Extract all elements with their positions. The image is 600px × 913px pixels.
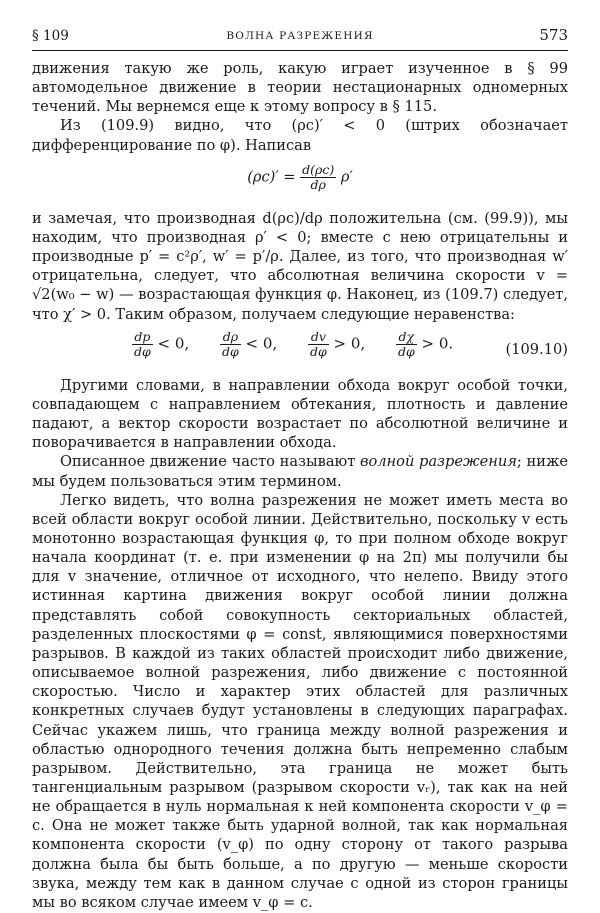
ineq-relation: > 0, bbox=[333, 334, 366, 353]
paragraph-2: Из (109.9) видно, что (ρc)′ < 0 (штрих обозначает дифференцирование по φ). Написав bbox=[32, 117, 568, 154]
paragraph-4: Другими словами, в направлении обхода вокруг особой точки, совпадающем с направлением обтекания, плотность и давление падают, а вектор скорости возрастает по абсолютной величине и поворачивается в направлении обхода. bbox=[32, 376, 568, 452]
equation-number: (109.10) bbox=[505, 340, 568, 358]
paragraph-3: и замечая, что производная d(ρc)/dρ положительна (см. (99.9)), мы находим, что производная ρ′ < 0; вместе с нею отрицательны и производные p′ = c²ρ′, w′ = p′/ρ. Далее, из того, что производная w′ отрицательна, следует, что абсолютная величина скорости v = √2(w₀ − w) — возрастающая функция φ. Наконец, из (109.7) следует, что χ′ > 0. Таким образом, получаем следующие неравенства: bbox=[32, 209, 568, 323]
ineq-denominator: dφ bbox=[221, 343, 239, 359]
inequality-list bbox=[132, 330, 479, 359]
fraction-denominator: dρ bbox=[300, 177, 336, 192]
page-number: 573 bbox=[539, 26, 568, 44]
book-page bbox=[32, 26, 568, 912]
ineq-numerator: dρ bbox=[222, 328, 239, 344]
inequalities-109-10 bbox=[32, 328, 568, 372]
ineq-denominator: dφ bbox=[397, 343, 415, 359]
formula-lhs: (ρc)′ = bbox=[247, 168, 296, 186]
body-text bbox=[32, 59, 568, 912]
ineq-relation: < 0, bbox=[157, 334, 190, 353]
formula-rhs: ρ′ bbox=[340, 168, 353, 186]
ineq-relation: < 0, bbox=[245, 334, 278, 353]
ineq-numerator: dχ bbox=[398, 328, 415, 344]
formula-derivative bbox=[32, 163, 568, 203]
section-number: § 109 bbox=[32, 28, 69, 44]
running-header bbox=[32, 26, 568, 48]
inequality-item bbox=[308, 330, 365, 359]
inequality-item bbox=[132, 330, 189, 359]
header-rule bbox=[32, 50, 568, 51]
inequality-item bbox=[220, 330, 277, 359]
paragraph-5: Описанное движение часто называют волной разрежения; ниже мы будем пользоваться этим термином. bbox=[32, 453, 569, 490]
chapter-title: ВОЛНА РАЗРЕЖЕНИЯ bbox=[226, 30, 374, 42]
formula-fraction bbox=[300, 163, 336, 192]
inequality-item bbox=[396, 330, 453, 359]
ineq-denominator: dφ bbox=[134, 343, 151, 359]
term-emphasis: волной разрежения bbox=[359, 453, 517, 471]
fraction-numerator: d(ρc) bbox=[302, 161, 335, 177]
paragraph-1: движения такую же роль, какую играет изученное в § 99 автомодельное движение в теории нестационарных одномерных течений. Мы вернемся еще к этому вопросу в § 115. bbox=[32, 60, 568, 116]
ineq-numerator: dp bbox=[134, 328, 151, 344]
ineq-numerator: dv bbox=[310, 328, 326, 344]
ineq-relation: > 0. bbox=[421, 334, 454, 353]
ineq-denominator: dφ bbox=[309, 343, 327, 359]
paragraph-6: Легко видеть, что волна разрежения не может иметь места во всей области вокруг особой линии. Действительно, поскольку v есть монотонно возрастающая функция φ, то при полном обходе вокруг начала координат (т. е. при изменении φ на 2π) мы получили бы для v значение, отличное от исходного, что нелепо. Ввиду этого истинная картина движения вокруг особой линии должна представлять собой совокупность секториальных областей, разделенных плоскостями φ = const, являющимися поверхностями разрывов. В каждой из таких областей происходит либо движение, описываемое волной разрежения, либо движение с постоянной скоростью. Число и характер этих областей для различных конкретных случаев будут установлены в следующих параграфах. Сейчас укажем лишь, что граница между волной разрежения и областью однородного течения должна быть непременно слабым разрывом. Действительно, эта граница не может быть тангенциальным разрывом (разрывом скорости vᵣ), так как на ней не обращается в нуль нормальная к ней компонента скорости v_φ = c. Она не может также быть ударной волной, так как нормальная компонента скорости (v_φ) по одну сторону от такого разрыва должна была бы быть больше, а по другую — меньше скорости звука, между тем как в данном случае с одной из сторон границы мы во всяком случае имеем v_φ = c. bbox=[32, 491, 568, 911]
